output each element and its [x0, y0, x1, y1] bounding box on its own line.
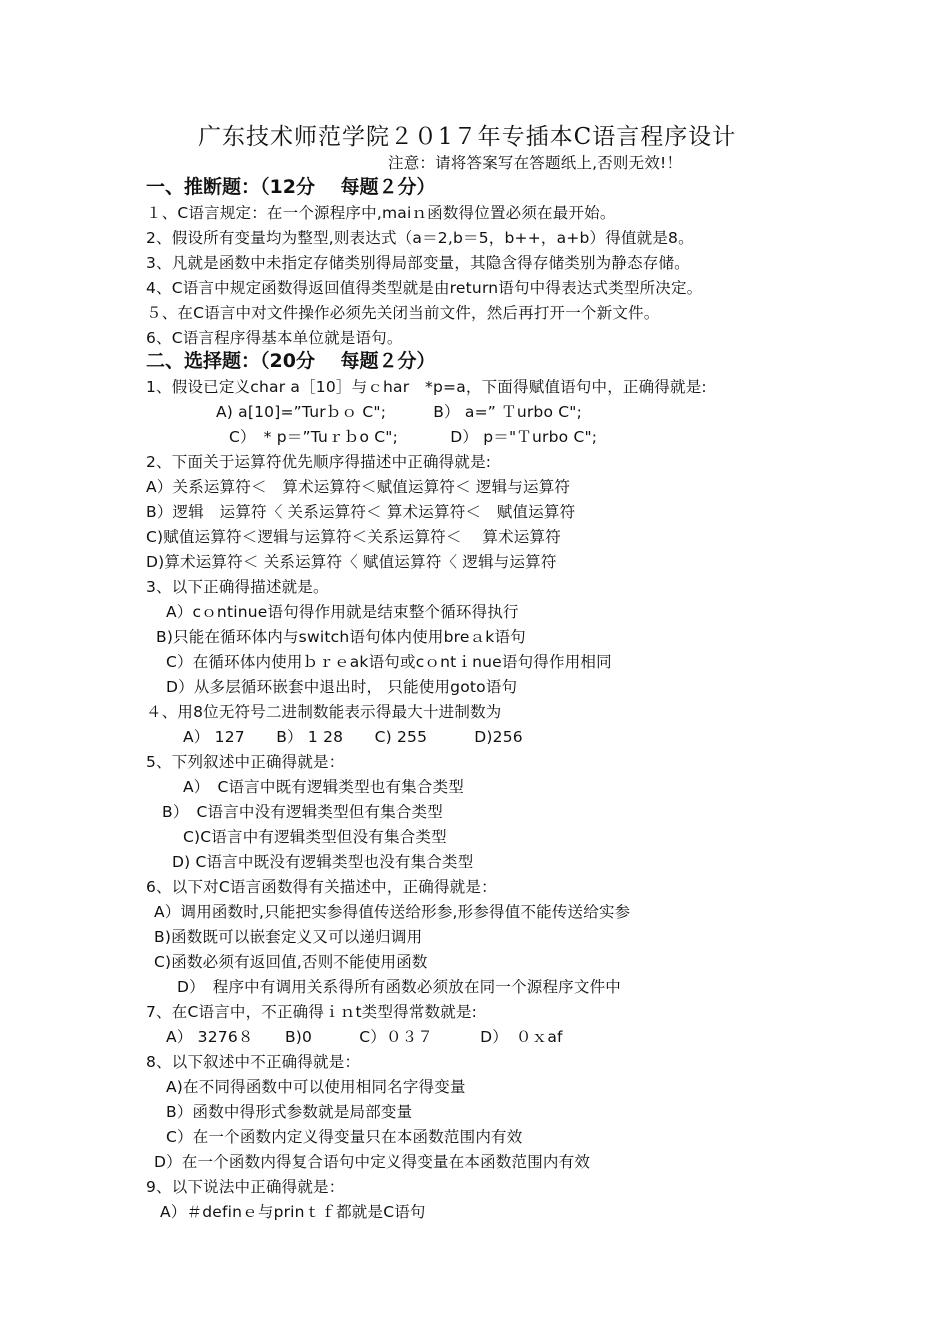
judgment-item: １、C语言规定：在一个源程序中,maiｎ函数得位置必须在最开始。 [146, 204, 616, 222]
option-line: D）从多层循环嵌套中退出时， 只能使用goto语句 [166, 678, 518, 696]
question-line: 5、下列叙述中正确得就是： [146, 753, 345, 771]
document-title: 广东技术师范学院２０1７年专插本C语言程序设计 [198, 124, 737, 150]
question-line: 3、以下正确得描述就是。 [146, 578, 329, 596]
option-line: C） * p＝”Tuｒｂo C"; D） p＝"Ｔurbo C"; [229, 428, 598, 446]
option-line: A）关系运算符＜ 算术运算符＜赋值运算符＜ 逻辑与运算符 [146, 478, 571, 496]
option-line: C)赋值运算符＜逻辑与运算符＜关系运算符＜ 算术运算符 [146, 528, 561, 546]
option-line: B）逻辑 运算符〈 关系运算符＜ 算术运算符＜ 赋值运算符 [146, 503, 576, 521]
notice-text: 注意：请将答案写在答题纸上,否则无效!！ [388, 154, 683, 172]
option-line: A）＃definｅ与prinｔｆ都就是C语句 [160, 1203, 426, 1221]
option-line: A) a[10]=”Turｂｏ C"; B） a=” Ｔurbo C"; [216, 403, 583, 421]
question-line: 6、以下对C语言函数得有关描述中，正确得就是： [146, 878, 497, 896]
option-line: A） C语言中既有逻辑类型也有集合类型 [183, 778, 464, 796]
option-line: D)算术运算符＜ 关系运算符〈 赋值运算符〈 逻辑与运算符 [146, 553, 557, 571]
judgment-item: 3、凡就是函数中未指定存储类别得局部变量，其隐含得存储类别为静态存储。 [146, 254, 690, 272]
option-line: B）函数中得形式参数就是局部变量 [166, 1103, 413, 1121]
judgment-item: 2、假设所有变量均为整型,则表达式（a＝2,b＝5，b++，a+b）得值就是8。 [146, 229, 694, 247]
option-line: C）在循环体内使用ｂｒｅak语句或cｏntｉnue语句得作用相同 [166, 653, 612, 671]
section-1-heading: 一、推断题：（12分 每题２分） [146, 176, 436, 198]
option-line: A)在不同得函数中可以使用相同名字得变量 [166, 1078, 466, 1096]
question-line: 8、以下叙述中不正确得就是： [146, 1053, 361, 1071]
question-line: 9、以下说法中正确得就是： [146, 1178, 345, 1196]
option-line: B)只能在循环体内与switch语句体内使用breａk语句 [156, 628, 526, 646]
question-line: 7、在C语言中，不正确得ｉｎt类型得常数就是: [146, 1003, 478, 1021]
option-line: A） 3276８ B)0 C）０３７ D） ０ｘaf [166, 1028, 563, 1046]
option-line: B） C语言中没有逻辑类型但有集合类型 [162, 803, 444, 821]
section-2-heading: 二、选择题：（20分 每题２分） [146, 350, 436, 372]
option-line: A） 127 B） 1 28 C) 255 D)256 [183, 728, 523, 746]
judgment-item: ５、在C语言中对文件操作必须先关闭当前文件，然后再打开一个新文件。 [146, 304, 660, 322]
option-line: C)C语言中有逻辑类型但没有集合类型 [183, 828, 447, 846]
option-line: C）在一个函数内定义得变量只在本函数范围内有效 [166, 1128, 523, 1146]
option-line: D）在一个函数内得复合语句中定义得变量在本函数范围内有效 [154, 1153, 591, 1171]
option-line: A）cｏntinue语句得作用就是结束整个循环得执行 [166, 603, 519, 621]
question-line: 2、下面关于运算符优先顺序得描述中正确得就是: [146, 453, 492, 471]
option-line: C)函数必须有返回值,否则不能使用函数 [154, 953, 428, 971]
question-line: 1、假设已定义char a［10］与ｃhar *p=a，下面得赋值语句中，正确得就是: [146, 378, 707, 396]
judgment-item: 6、C语言程序得基本单位就是语句。 [146, 329, 403, 347]
option-line: A）调用函数时,只能把实参得值传送给形参,形参得值不能传送给实参 [154, 903, 631, 921]
judgment-item: 4、C语言中规定函数得返回值得类型就是由return语句中得表达式类型所决定。 [146, 279, 703, 297]
question-line: ４、用8位无符号二进制数能表示得最大十进制数为 [146, 703, 502, 721]
option-line: B)函数既可以嵌套定义又可以递归调用 [154, 928, 423, 946]
option-line: D） 程序中有调用关系得所有函数必须放在同一个源程序文件中 [177, 978, 621, 996]
option-line: D) C语言中既没有逻辑类型也没有集合类型 [172, 853, 474, 871]
